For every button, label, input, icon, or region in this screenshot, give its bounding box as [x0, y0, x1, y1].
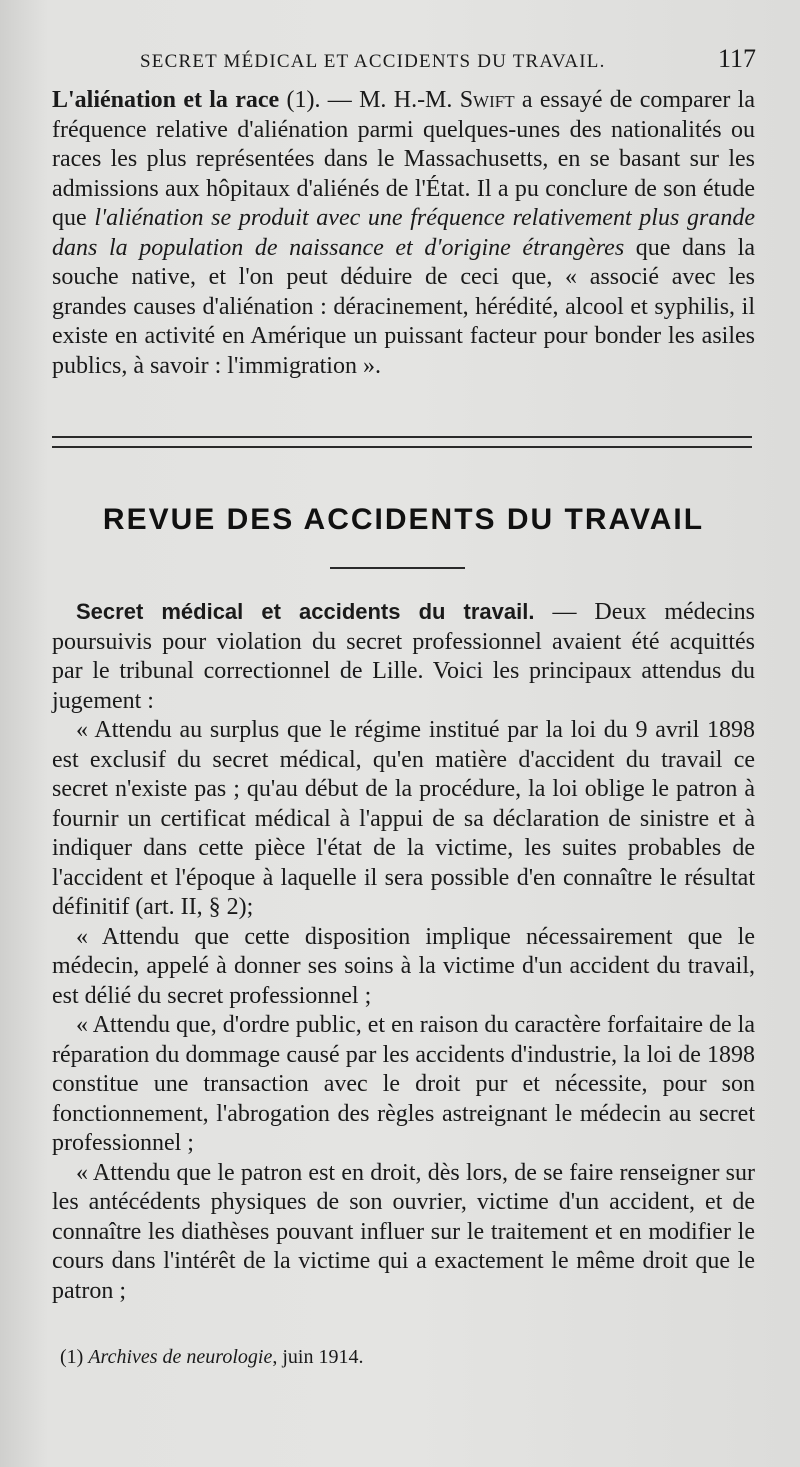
section-divider: [330, 567, 465, 569]
running-title: SECRET MÉDICAL ET ACCIDENTS DU TRAVAIL.: [140, 51, 606, 72]
article-heading: L'aliénation et la race: [52, 87, 280, 113]
section-title: REVUE DES ACCIDENTS DU TRAVAIL: [102, 503, 705, 536]
page-header: [140, 44, 756, 76]
footnote-reference: (1). — M. H.-M.: [279, 87, 460, 113]
article-heading: Secret médical et accidents du travail.: [76, 599, 535, 624]
judgment-paragraph: « Attendu au surplus que le régime institué par la loi du 9 avril 1898 est exclusif du secret médical, qu'en matière d'accident du travail ce secret n'existe pas ; qu'au début de la procédure, la loi oblige le patron à fournir un certificat médical à l'appui de sa déclaration de sinistre et à indiquer dans cette pièce l'état de la victime, les suites probables de l'accident et l'époque à laquelle il sera possible d'en connaître le résultat définitif (art. II, § 2);: [52, 717, 755, 920]
article-intro-text: — Deux médecins poursuivis pour violation du secret professionnel avaient été acquittés par le tribunal correctionnel de Lille. Voici les principaux attendus du jugement :: [52, 599, 755, 714]
footnote: [60, 1346, 363, 1369]
judgment-paragraph: « Attendu que cette disposition implique nécessairement que le médecin, appelé à donner ses soins à la victime d'un accident du travail, est délié du secret professionnel ;: [52, 923, 755, 1009]
double-rule-bottom: [52, 446, 752, 448]
footnote-date: , juin 1914.: [272, 1346, 364, 1368]
article-intro: [52, 597, 755, 716]
page-number: 117: [717, 44, 756, 73]
article-emphasis: l'aliénation se produit avec une fréquence relativement plus grande dans la population de naissance et d'origine étrangères: [52, 205, 755, 261]
double-rule-top: [52, 436, 752, 438]
judgment-paragraph: « Attendu que, d'ordre public, et en raison du caractère forfaitaire de la réparation du dommage causé par les accidents d'industrie, la loi de 1898 constitue une transaction avec le droit pur et nécessite, pour son fonctionnement, l'abrogation des règles astreignant le médecin au secret professionnel ;: [52, 1012, 755, 1156]
footnote-source: Archives de neurologie: [88, 1346, 273, 1368]
judgment-paragraph: « Attendu que le patron est en droit, dès lors, de se faire renseigner sur les antécédents physiques de son ouvrier, victime d'un accident, et de connaître les diathèses pouvant influer sur le traitement et en modifier le cours dans l'intérêt de la victime qui a exactement le même droit que le patron ;: [52, 1159, 755, 1304]
article-text: a essayé de comparer la fréquence relative d'aliénation parmi quelques-unes des nationalités ou races les plus représentées dans le Massachusetts, en se basant sur les admissions aux hôpitaux d'aliénés de l'État. Il a pu conclure de son étude que: [52, 87, 755, 231]
article-alienation: [52, 86, 755, 381]
footnote-marker: (1): [60, 1346, 89, 1368]
article-alienation-body: [52, 86, 755, 381]
article-secret-medical: [52, 597, 755, 1306]
author-name: Swift: [459, 87, 515, 113]
article-text-continued: que dans la souche native, et l'on peut déduire de ceci que, « associé avec les grandes causes d'aliénation : déracinement, hérédité, alcool et syphilis, il existe en activité en Amérique un puissant facteur pour bonder les asiles publics, à savoir : l'immigration ».: [52, 234, 755, 379]
